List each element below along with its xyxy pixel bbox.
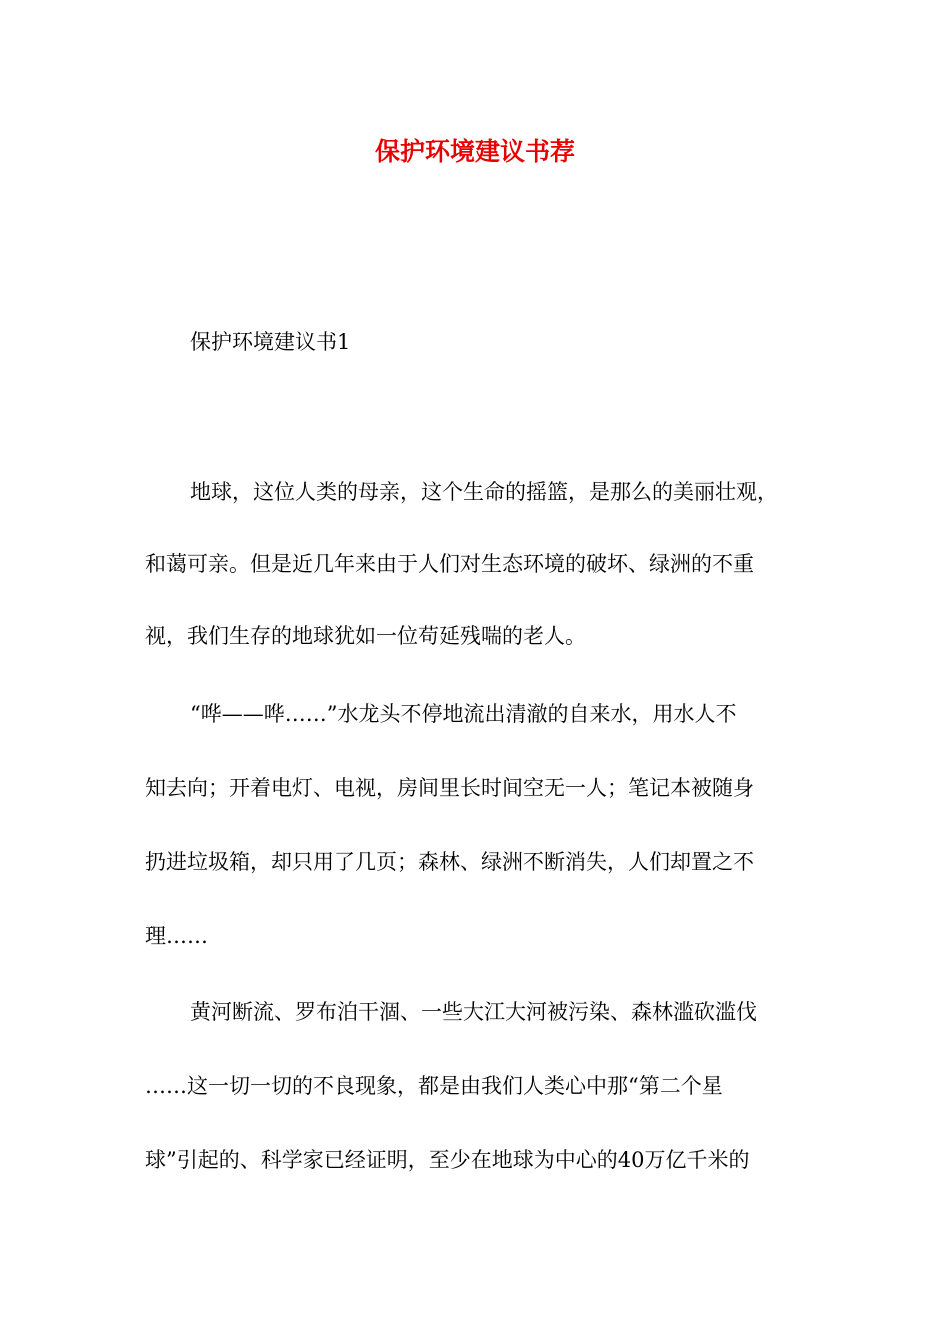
paragraph-line: “哗——哗……”水龙头不停地流出清澈的自来水，用水人不 [190, 702, 737, 726]
section-heading: 保护环境建议书1 [190, 330, 351, 354]
paragraph-line: 地球，这位人类的母亲，这个生命的摇篮，是那么的美丽壮观， [190, 480, 778, 504]
paragraph-line: 和蔼可亲。但是近几年来由于人们对生态环境的破坏、绿洲的不重 [145, 552, 754, 576]
paragraph-line: 扔进垃圾箱，却只用了几页；森林、绿洲不断消失，人们却置之不 [145, 850, 754, 874]
paragraph-line: 理…… [145, 924, 208, 948]
paragraph-line: 视，我们生存的地球犹如一位苟延残喘的老人。 [145, 624, 586, 648]
paragraph-line: ……这一切一切的不良现象，都是由我们人类心中那“第二个星 [145, 1074, 723, 1098]
paragraph-line: 知去向；开着电灯、电视，房间里长时间空无一人；笔记本被随身 [145, 776, 754, 800]
paragraph-line: 黄河断流、罗布泊干涸、一些大江大河被污染、森林滥砍滥伐 [190, 1000, 757, 1024]
document-title: 保护环境建议书荐 [374, 137, 575, 166]
paragraph-line: 球”引起的、科学家已经证明，至少在地球为中心的40万亿千米的 [145, 1148, 750, 1172]
